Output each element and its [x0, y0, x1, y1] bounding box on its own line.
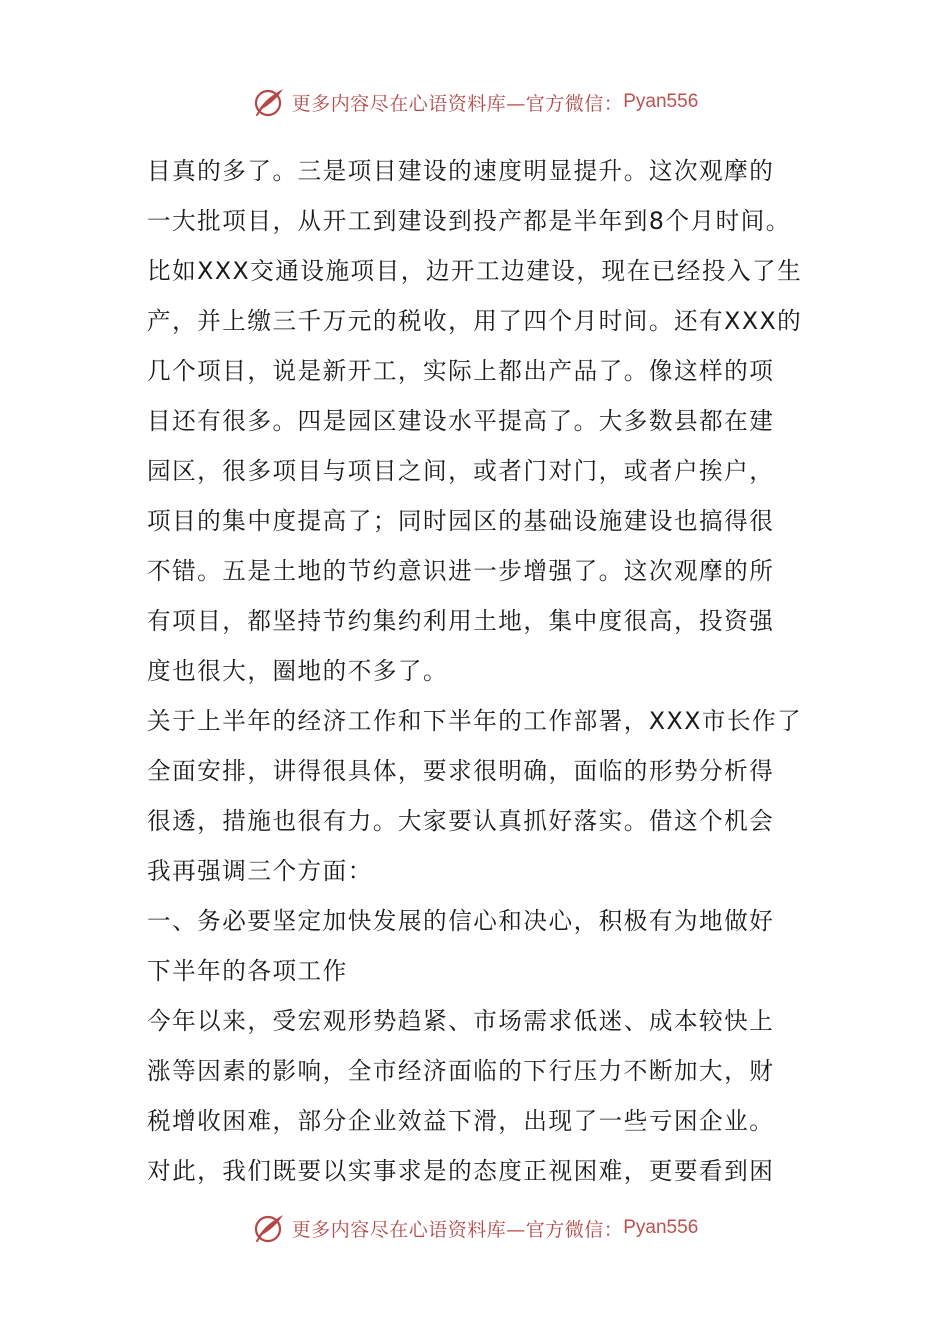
text-line: 比如XXX交通设施项目，边开工边建设，现在已经投入了生 — [147, 257, 803, 285]
text-line: 涨等因素的影响，全市经济面临的下行压力不断加大，财 — [147, 1057, 775, 1085]
text-line: 我再强调三个方面： — [147, 857, 373, 885]
section-heading-line: 一、务必要坚定加快发展的信心和决心，积极有为地做好 — [147, 907, 775, 935]
header-banner-text: 更多内容尽在心语资料库—官方微信： — [291, 92, 624, 115]
header-banner-content — [252, 85, 699, 119]
text-line: 项目的集中度提高了；同时园区的基础设施建设也搞得很 — [147, 507, 775, 535]
text-line: 对此，我们既要以实事求是的态度正视困难，更要看到困 — [147, 1157, 775, 1185]
footer-watermark-banner — [0, 1208, 950, 1248]
footer-banner-text: 更多内容尽在心语资料库—官方微信： — [291, 1218, 624, 1241]
footer-banner-content — [252, 1211, 699, 1245]
quill-logo-icon — [252, 1211, 286, 1245]
document-body — [147, 146, 812, 1196]
text-line: 一大批项目，从开工到建设到投产都是半年到8个月时间。 — [147, 207, 791, 235]
quill-logo-icon — [252, 85, 286, 119]
text-line: 园区，很多项目与项目之间，或者门对门，或者户挨户， — [147, 457, 775, 485]
text-line: 度也很大，圈地的不多了。 — [147, 657, 449, 685]
text-line: 今年以来，受宏观形势趋紧、市场需求低迷、成本较快上 — [147, 1007, 775, 1035]
text-line: 不错。五是土地的节约意识进一步增强了。这次观摩的所 — [147, 557, 775, 585]
text-line: 税增收困难，部分企业效益下滑，出现了一些亏困企业。 — [147, 1107, 775, 1135]
header-banner-wechat: Pyan556 — [623, 91, 699, 112]
header-watermark-banner — [0, 82, 950, 122]
text-line: 全面安排，讲得很具体，要求很明确，面临的形势分析得 — [147, 757, 775, 785]
text-line: 几个项目，说是新开工，实际上都出产品了。像这样的项 — [147, 357, 775, 385]
text-line: 目真的多了。三是项目建设的速度明显提升。这次观摩的 — [147, 157, 775, 185]
text-line: 有项目，都坚持节约集约利用土地，集中度很高，投资强 — [147, 607, 775, 635]
text-line: 产，并上缴三千万元的税收，用了四个月时间。还有XXX的 — [147, 307, 803, 335]
text-line: 很透，措施也很有力。大家要认真抓好落实。借这个机会 — [147, 807, 775, 835]
text-line: 目还有很多。四是园区建设水平提高了。大多数县都在建 — [147, 407, 775, 435]
footer-banner-wechat: Pyan556 — [623, 1217, 699, 1238]
text-line: 关于上半年的经济工作和下半年的工作部署，XXX市长作了 — [147, 707, 803, 735]
section-heading-line: 下半年的各项工作 — [147, 957, 348, 985]
